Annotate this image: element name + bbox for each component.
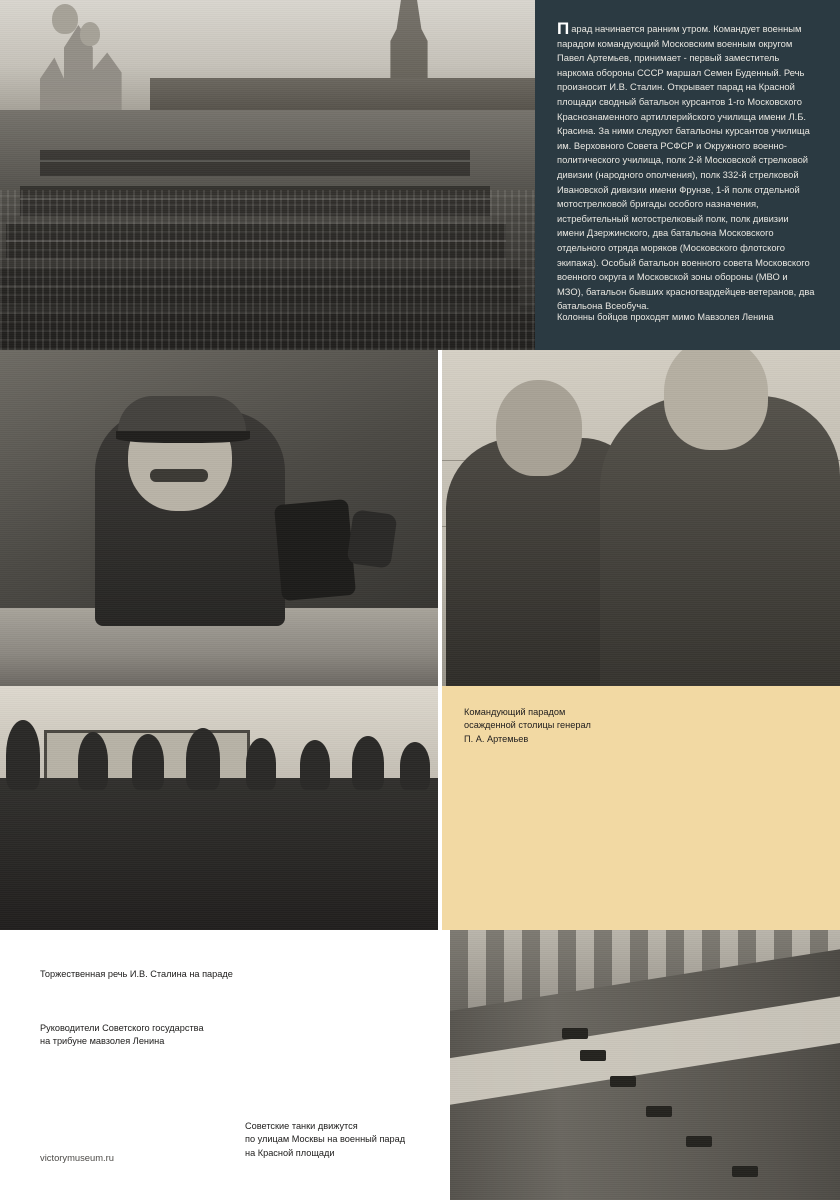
bottom-row xyxy=(0,930,840,1200)
top-row xyxy=(0,0,840,350)
caption-line: осажденной столицы генерал xyxy=(464,720,591,731)
tank xyxy=(686,1136,712,1147)
third-row xyxy=(0,686,840,930)
figure-on-tribune xyxy=(132,734,164,790)
caption-line: на Красной площади xyxy=(245,1147,335,1158)
cream-caption-panel xyxy=(442,686,840,930)
tank xyxy=(610,1076,636,1087)
article-text-panel xyxy=(535,0,840,350)
officer-right-head xyxy=(664,350,768,450)
tank xyxy=(562,1028,588,1039)
photo-mausoleum-tribune xyxy=(0,686,438,930)
caption-line: Руководители Советского государства xyxy=(40,1023,204,1033)
mausoleum-wall xyxy=(0,778,438,930)
marching-soldiers-texture xyxy=(0,190,535,350)
second-row xyxy=(0,350,840,686)
photo-two-officers xyxy=(442,350,840,686)
figure-on-tribune xyxy=(246,738,276,790)
microphone xyxy=(346,509,397,569)
tank xyxy=(580,1050,606,1061)
figure-on-tribune xyxy=(78,732,108,790)
site-url[interactable]: victorymuseum.ru xyxy=(40,1152,114,1163)
figure-on-tribune xyxy=(400,742,430,790)
figure-on-tribune xyxy=(6,720,40,790)
caption-parade: Колонны бойцов проходят мимо Мавзолея Ленина xyxy=(557,312,774,322)
tank xyxy=(732,1166,758,1177)
photo-tanks-moscow-street xyxy=(450,930,840,1200)
caption-stalin-speech: Торжественная речь И.В. Сталина на параде xyxy=(40,969,233,979)
article-body xyxy=(557,19,816,314)
caption-artemyev xyxy=(464,706,591,746)
figure-on-tribune xyxy=(352,736,384,790)
cathedral-dome xyxy=(52,4,78,34)
caption-line: Командующий парадом xyxy=(464,707,566,717)
caption-soviet-leaders xyxy=(40,1022,340,1049)
caption-line: П. А. Артемьев xyxy=(464,733,529,744)
microphone xyxy=(274,499,356,601)
figure-on-tribune xyxy=(300,740,330,790)
caption-line: на трибуне мавзолея Ленина xyxy=(40,1036,165,1047)
photo-parade-red-square xyxy=(0,0,535,350)
photo-stalin-speech xyxy=(0,350,438,686)
tank xyxy=(646,1106,672,1117)
cathedral-dome xyxy=(80,22,100,46)
stalin-moustache xyxy=(150,469,208,482)
drop-cap: П xyxy=(557,19,570,38)
military-cap-brim xyxy=(116,431,250,443)
officer-left-head xyxy=(496,380,582,476)
troop-rank-line xyxy=(40,160,470,162)
caption-line: Советские танки движутся xyxy=(245,1121,358,1131)
article-body-text: арад начинается ранним утром. Командует военным парадом командующий Московским военным округом Павел Артемьев, принимает - первый заместитель наркома обороны СССР маршал Семен Буденный. Речь произносит И.В. Сталин. Открывает парад на Красной площади сводный батальон курсантов 1-го Московского Краснознаменного артиллерийского училища имени Л.Б. Красина. За ними следуют батальоны курсантов училища им. Верховного Совета РСФСР и Окружного военно-политического училища, полк 2-й Московской стрелковой дивизии (народного ополчения), полк 332-й стрелковой Ивановской дивизии имени Фрунзе, 1-й полк отдельной мотострелковой бригады особого назначения, истребительный мотострелковый полк, полк дивизии имени Дзержинского, два батальона Московского отдельного отряда моряков (Московского флотского экипажа). Особый батальон военного совета Московского военного округа и Московской зоны обороны (МВО и МЗО), батальон бывших красногвардейцев-ветеранов, два батальона Всеобуча. xyxy=(557,23,815,312)
figure-on-tribune xyxy=(186,728,220,790)
military-cap xyxy=(118,396,246,436)
troop-column xyxy=(40,150,470,176)
caption-line: по улицам Москвы на военный парад xyxy=(245,1134,406,1145)
